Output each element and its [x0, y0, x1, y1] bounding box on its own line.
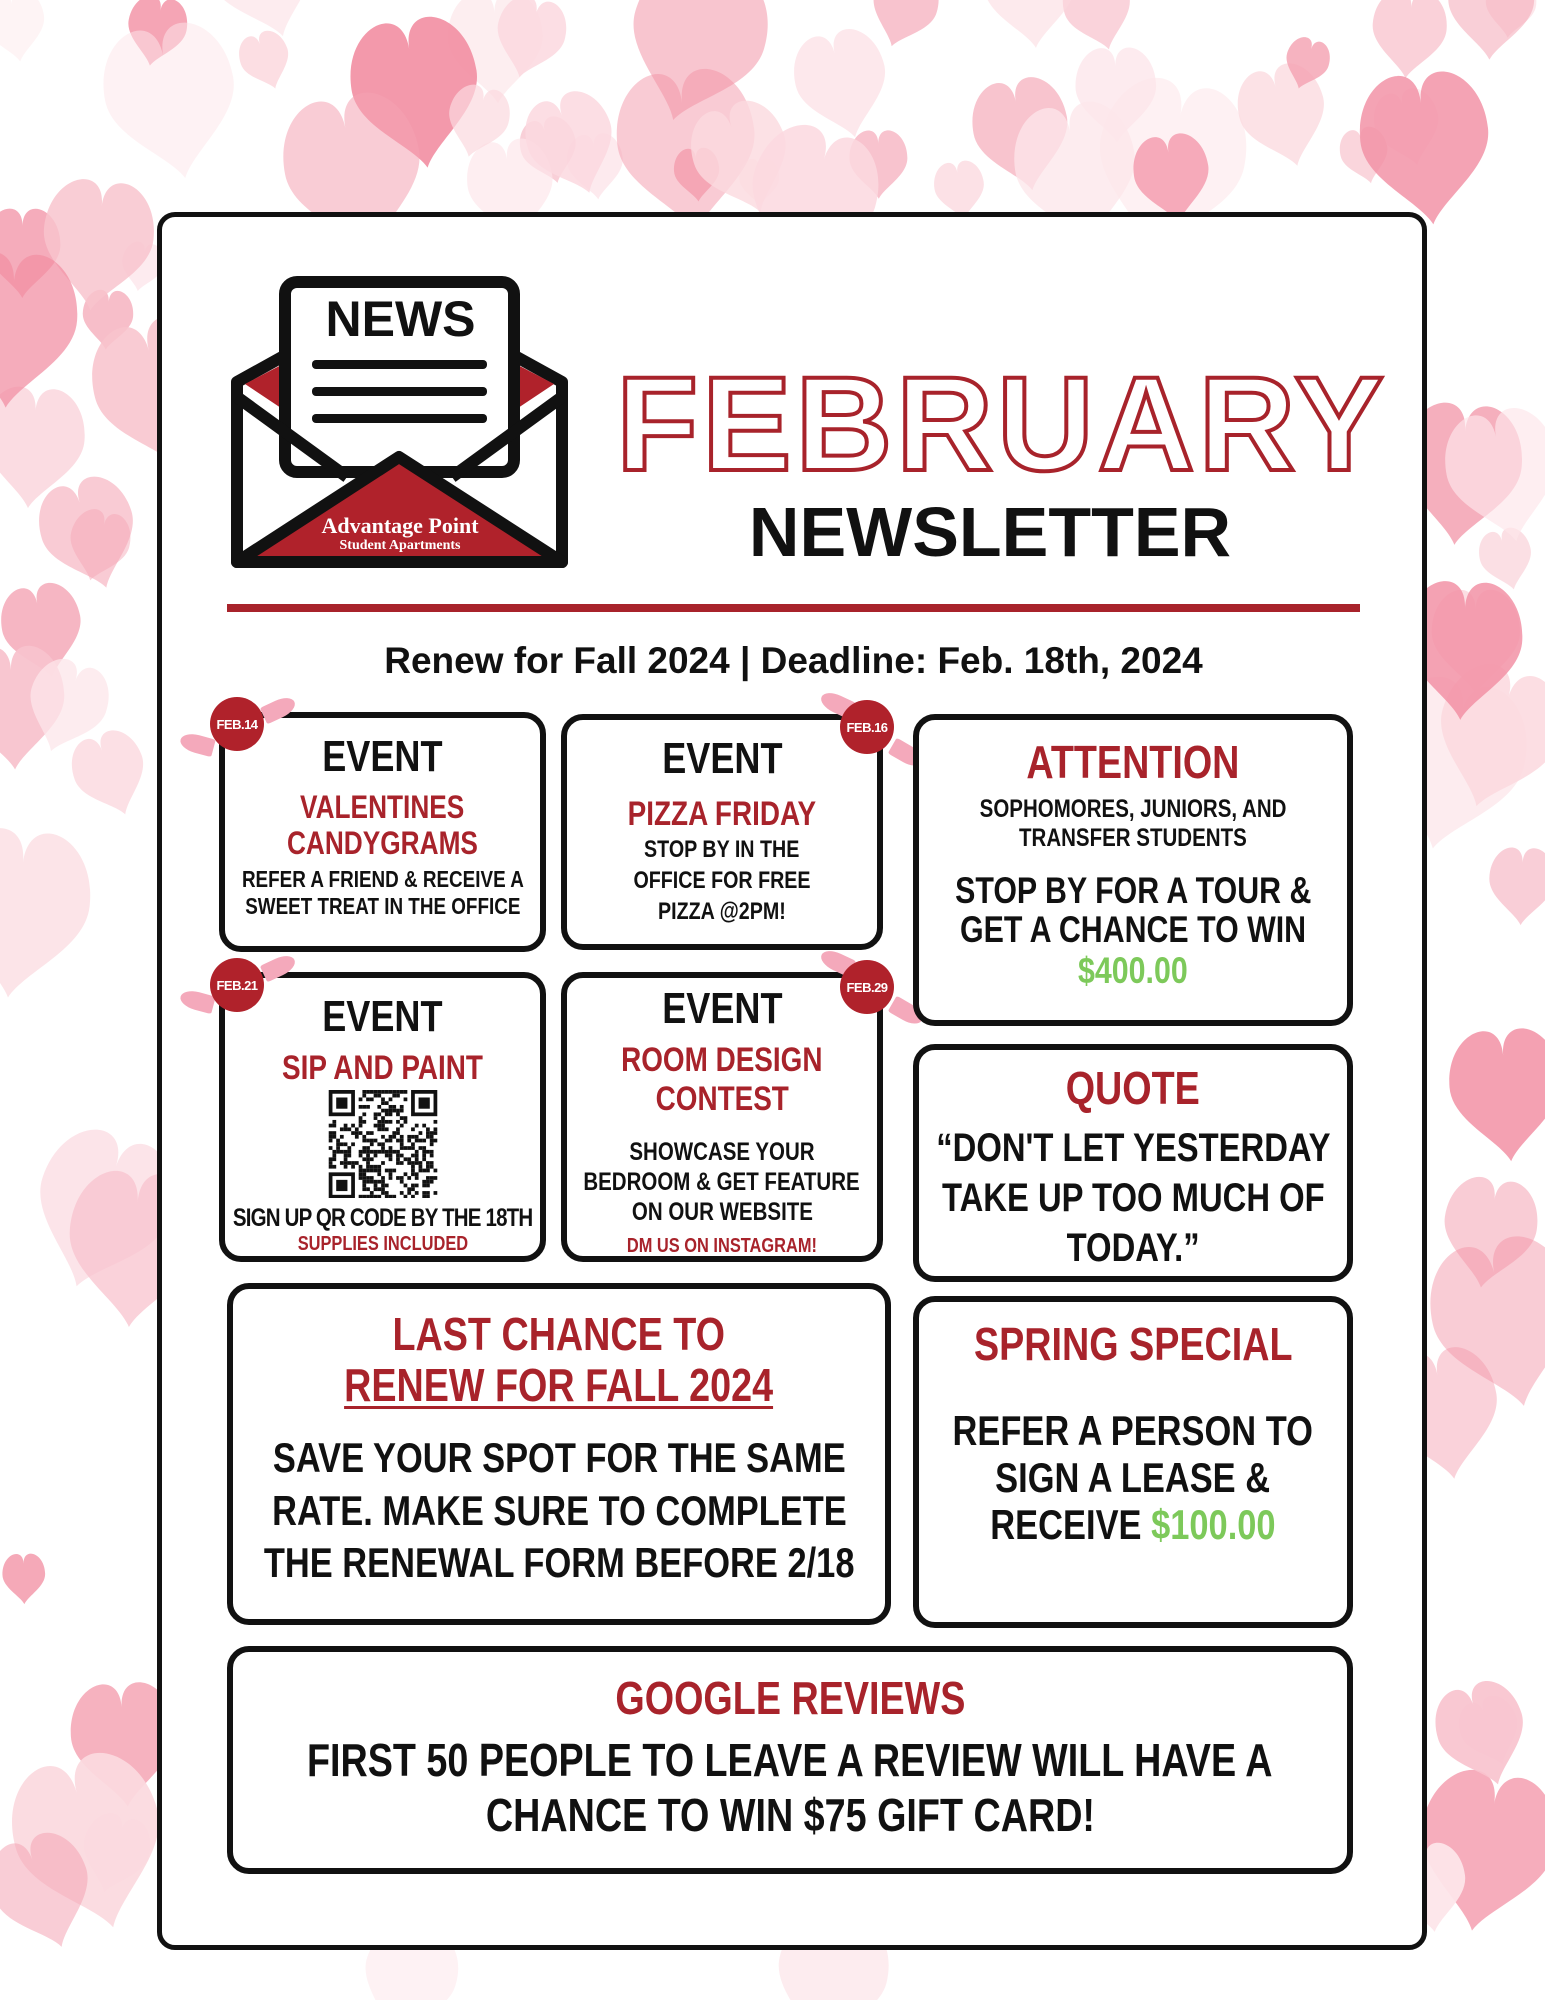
event-body: SHOWCASE YOUR BEDROOM & GET FEATURE ON OUR WEBSITE — [583, 1137, 861, 1226]
event-title: SIP AND PAINT — [282, 1048, 483, 1087]
quote-text: “DON'T LET YESTERDAY TAKE UP TOO MUCH OF TODAY.” — [935, 1125, 1331, 1270]
brand-sub: Student Apartments — [339, 538, 461, 553]
title-february: FEBRUARY — [616, 350, 1388, 499]
renew-deadline: Renew for Fall 2024 | Deadline: Feb. 18th, 2024 — [384, 640, 1203, 681]
date-badge: FEB.14 — [210, 697, 264, 751]
quote-heading: QUOTE — [1065, 1062, 1201, 1114]
event-note: SUPPLIES INCLUDED — [297, 1233, 468, 1255]
brand-logo — [290, 515, 510, 553]
spring-heading: SPRING SPECIAL — [973, 1318, 1293, 1370]
date-badge: FEB.29 — [840, 960, 894, 1014]
event-card-pizza-friday — [561, 714, 883, 950]
heart-icon — [0, 384, 88, 512]
heart-icon — [1488, 847, 1545, 926]
quote-card — [913, 1044, 1353, 1282]
event-card-room-design — [561, 972, 883, 1262]
attention-card — [913, 714, 1353, 1026]
brand-name: Advantage Point — [321, 513, 479, 538]
heart-icon — [0, 823, 97, 1005]
event-label: EVENT — [661, 984, 783, 1033]
event-label: EVENT — [661, 734, 783, 783]
title-newsletter: NEWSLETTER — [748, 493, 1232, 571]
header-divider — [227, 604, 1360, 612]
event-body: SIGN UP QR CODE BY THE 18TH — [232, 1204, 533, 1233]
event-label: EVENT — [322, 992, 443, 1041]
heart-icon — [1447, 0, 1536, 61]
last-chance-body: SAVE YOUR SPOT FOR THE SAME RATE. MAKE SURE TO COMPLETE THE RENEWAL FORM BEFORE 2/18 — [263, 1434, 855, 1587]
attention-heading: ATTENTION — [1026, 736, 1240, 788]
attention-audience: SOPHOMORES, JUNIORS, AND TRANSFER STUDENTS — [979, 794, 1287, 852]
envelope-news-text: NEWS — [325, 291, 476, 347]
heart-icon — [2, 1553, 46, 1604]
spring-receive: RECEIVE — [990, 1500, 1142, 1548]
date-badge: FEB.21 — [210, 958, 264, 1012]
attention-body: STOP BY FOR A TOUR & GET A CHANCE TO WIN — [954, 870, 1312, 951]
event-card-candygrams — [219, 712, 546, 952]
event-body: STOP BY IN THE OFFICE FOR FREE PIZZA @2PM! — [633, 835, 811, 926]
heart-icon — [94, 15, 249, 189]
heart-icon — [233, 26, 298, 97]
event-card-sip-and-paint — [219, 972, 546, 1262]
signup-qr-code[interactable] — [324, 1090, 442, 1199]
google-heading: GOOGLE REVIEWS — [614, 1672, 965, 1724]
spring-special-card — [913, 1296, 1353, 1628]
google-body: FIRST 50 PEOPLE TO LEAVE A REVIEW WILL HAVE A CHANCE TO WIN $75 GIFT CARD! — [307, 1733, 1273, 1842]
attention-prize: $400.00 — [1078, 950, 1188, 992]
event-label: EVENT — [322, 732, 443, 781]
heart-icon — [1354, 67, 1497, 231]
last-chance-card — [227, 1283, 891, 1625]
event-body: REFER A FRIEND & RECEIVE A SWEET TREAT IN THE OFFICE — [241, 866, 524, 919]
last-chance-heading: LAST CHANCE TO RENEW FOR FALL 2024 — [344, 1308, 774, 1411]
event-title: PIZZA FRIDAY — [627, 794, 817, 833]
heart-icon — [63, 723, 159, 826]
heart-icon — [1445, 1026, 1545, 1166]
heart-icon — [1369, 0, 1450, 81]
event-note: DM US ON INSTAGRAM! — [626, 1234, 818, 1257]
google-reviews-card — [227, 1646, 1353, 1874]
date-badge: FEB.16 — [840, 700, 894, 754]
event-title: VALENTINES CANDYGRAMS — [287, 788, 478, 862]
heart-icon — [0, 0, 50, 66]
spring-body: REFER A PERSON TO SIGN A LEASE & RECEIVE $100.00 — [952, 1406, 1314, 1548]
event-title: ROOM DESIGN CONTEST — [621, 1040, 823, 1118]
spring-amount: $100.00 — [1151, 1500, 1276, 1548]
